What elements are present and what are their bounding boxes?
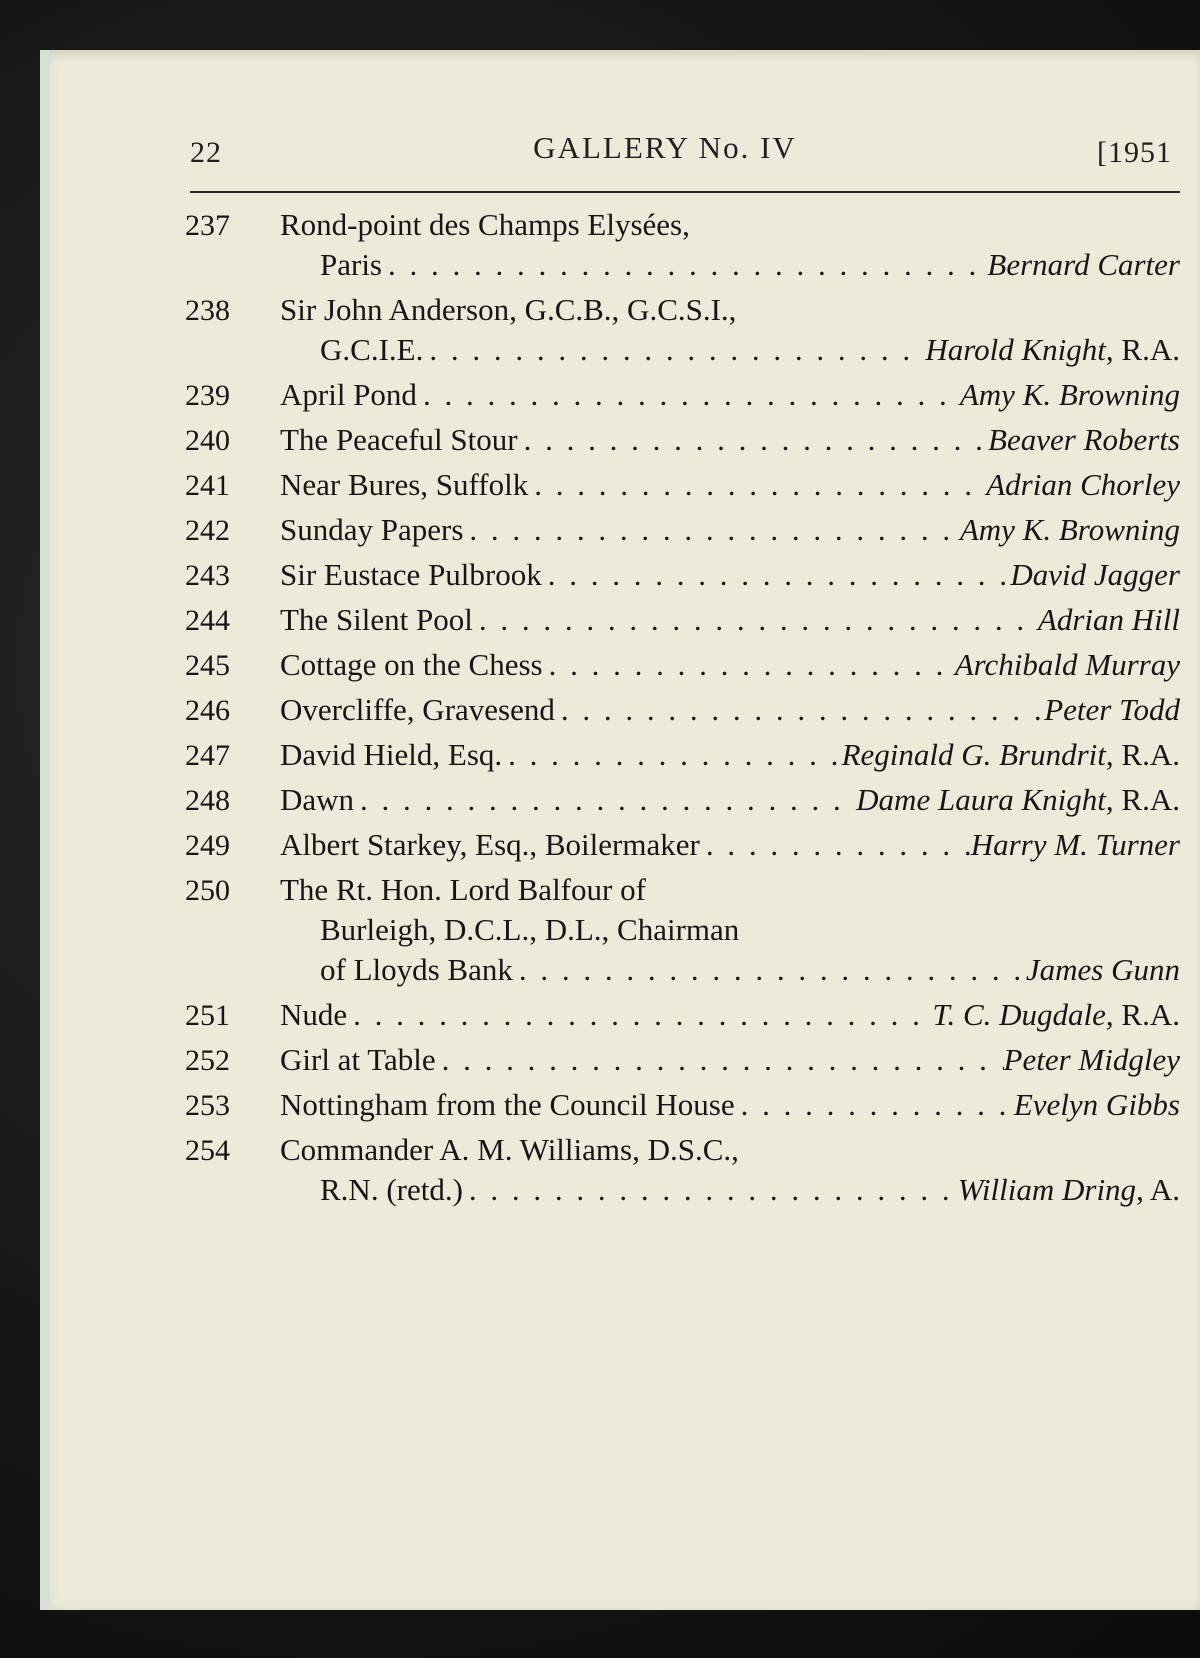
entry-number: 242 (185, 514, 230, 547)
dot-leader (347, 995, 932, 1035)
catalogue-entry (185, 690, 1180, 730)
header-rule (190, 191, 1180, 193)
entry-line (185, 510, 1180, 550)
entry-title: Sir Eustace Pulbrook (280, 557, 542, 592)
artist-name: Amy K. Browning (959, 377, 1180, 412)
entry-artist (987, 245, 1180, 285)
dot-leader (543, 645, 955, 685)
catalogue-entry (185, 375, 1180, 415)
entry-title: Dawn (280, 782, 355, 817)
dot-leader (382, 245, 987, 285)
catalogue-entry (185, 290, 1180, 370)
entry-number: 241 (185, 469, 230, 502)
entry-line (185, 735, 1180, 775)
entry-number: 254 (185, 1134, 230, 1167)
entry-line (185, 950, 1180, 990)
artist-suffix: , R.A. (1105, 332, 1180, 367)
dot-leader (542, 555, 1011, 595)
entry-artist (1044, 690, 1180, 730)
artist-name: Reginald G. Brundrit (841, 737, 1106, 772)
artist-name: Peter Midgley (1003, 1042, 1180, 1077)
dot-leader (463, 510, 959, 550)
entry-line (185, 600, 1180, 640)
catalogue-entry (185, 825, 1180, 865)
entry-number: 247 (185, 739, 230, 772)
entry-title: Commander A. M. Williams, D.S.C., (280, 1132, 739, 1167)
catalogue-entry (185, 600, 1180, 640)
entry-line (185, 290, 1180, 330)
entry-number: 246 (185, 694, 230, 727)
artist-name: Dame Laura Knight (856, 782, 1106, 817)
entry-title: Burleigh, D.C.L., D.L., Chairman (320, 912, 740, 947)
artist-name: T. C. Dugdale (932, 997, 1106, 1032)
artist-name: Bernard Carter (987, 247, 1180, 282)
entry-title: of Lloyds Bank (320, 952, 513, 987)
entry-line (185, 645, 1180, 685)
artist-suffix: , R.A. (1105, 997, 1180, 1032)
entry-title: Nottingham from the Council House (280, 1087, 735, 1122)
entry-line (185, 870, 1180, 910)
entry-artist (986, 465, 1180, 505)
catalogue-entry (185, 870, 1180, 990)
dot-leader (463, 1170, 958, 1210)
catalogue-entry (185, 1130, 1180, 1210)
entry-title: Sunday Papers (280, 512, 464, 547)
entry-number: 251 (185, 999, 230, 1032)
catalogue-entry (185, 995, 1180, 1035)
entry-line (185, 780, 1180, 820)
catalogue-entry (185, 1085, 1180, 1125)
dot-leader (555, 690, 1044, 730)
entry-number: 248 (185, 784, 230, 817)
entry-title: Nude (280, 997, 348, 1032)
entry-title: Overcliffe, Gravesend (280, 692, 555, 727)
catalogue-list (185, 205, 1180, 1215)
entry-line (185, 825, 1180, 865)
entry-title: David Hield, Esq. (280, 737, 503, 772)
entry-number: 237 (185, 209, 230, 242)
entry-artist (971, 825, 1180, 865)
entry-line (185, 245, 1180, 285)
entry-title: April Pond (280, 377, 417, 412)
entry-artist (842, 735, 1180, 775)
catalogue-entry (185, 780, 1180, 820)
entry-line (185, 205, 1180, 245)
dot-leader (700, 825, 971, 865)
dot-leader (518, 420, 988, 460)
entry-title: Paris (320, 247, 382, 282)
gallery-title: GALLERY No. IV (533, 130, 797, 165)
catalogue-entry (185, 1040, 1180, 1080)
entry-title: The Peaceful Stour (280, 422, 518, 457)
artist-suffix: , R.A. (1105, 737, 1180, 772)
dot-leader (473, 600, 1038, 640)
entry-line (185, 1040, 1180, 1080)
catalogue-entry (185, 645, 1180, 685)
artist-name: Adrian Hill (1037, 602, 1180, 637)
dot-leader (436, 1040, 1004, 1080)
entry-artist (856, 780, 1180, 820)
entry-artist (955, 645, 1180, 685)
page-edge (40, 50, 50, 1610)
entry-artist (1038, 600, 1180, 640)
dot-leader (354, 780, 856, 820)
entry-number: 253 (185, 1089, 230, 1122)
entry-number: 243 (185, 559, 230, 592)
catalogue-entry (185, 735, 1180, 775)
entry-line (185, 555, 1180, 595)
entry-number: 252 (185, 1044, 230, 1077)
artist-name: James Gunn (1025, 952, 1180, 987)
artist-name: William Dring (957, 1172, 1137, 1207)
entry-title: Cottage on the Chess (280, 647, 543, 682)
entry-artist (1014, 1085, 1180, 1125)
artist-suffix: , A. (1136, 1172, 1180, 1207)
page-number: 22 (190, 136, 222, 169)
entry-artist (1026, 950, 1180, 990)
dot-leader (528, 465, 986, 505)
dot-leader (513, 950, 1026, 990)
artist-name: Adrian Chorley (986, 467, 1180, 502)
dot-leader (735, 1085, 1014, 1125)
entry-number: 239 (185, 379, 230, 412)
dot-leader (417, 375, 960, 415)
entry-number: 249 (185, 829, 230, 862)
dot-leader (502, 735, 841, 775)
entry-line (185, 330, 1180, 370)
artist-suffix: , R.A. (1105, 782, 1180, 817)
entry-title: R.N. (retd.) (320, 1172, 463, 1207)
entry-title: Sir John Anderson, G.C.B., G.C.S.I., (280, 292, 737, 327)
entry-title: Rond-point des Champs Elysées, (280, 207, 690, 242)
entry-artist (1010, 555, 1180, 595)
entry-line (185, 1170, 1180, 1210)
catalogue-entry (185, 420, 1180, 460)
artist-name: Harry M. Turner (970, 827, 1180, 862)
catalogue-entry (185, 465, 1180, 505)
running-head (150, 130, 1180, 170)
artist-name: David Jagger (1010, 557, 1180, 592)
artist-name: Evelyn Gibbs (1013, 1087, 1180, 1122)
entry-number: 250 (185, 874, 230, 907)
entry-artist (933, 995, 1180, 1035)
entry-title: Girl at Table (280, 1042, 436, 1077)
entry-line (185, 995, 1180, 1035)
entry-line (185, 1130, 1180, 1170)
entry-artist (988, 420, 1180, 460)
dot-leader (423, 330, 925, 370)
entry-title: The Silent Pool (280, 602, 473, 637)
entry-artist (958, 1170, 1180, 1210)
artist-name: Harold Knight (925, 332, 1106, 367)
entry-number: 240 (185, 424, 230, 457)
entry-line (185, 1085, 1180, 1125)
entry-title: The Rt. Hon. Lord Balfour of (280, 872, 646, 907)
entry-artist (960, 510, 1180, 550)
entry-artist (1004, 1040, 1180, 1080)
entry-line (185, 690, 1180, 730)
entry-line (185, 465, 1180, 505)
artist-name: Amy K. Browning (959, 512, 1180, 547)
entry-line (185, 910, 1180, 950)
artist-name: Beaver Roberts (988, 422, 1180, 457)
catalogue-entry (185, 205, 1180, 285)
entry-title: G.C.I.E. (320, 332, 424, 367)
artist-name: Archibald Murray (954, 647, 1180, 682)
entry-line (185, 375, 1180, 415)
catalogue-entry (185, 555, 1180, 595)
entry-line (185, 420, 1180, 460)
catalogue-entry (185, 510, 1180, 550)
entry-artist (925, 330, 1180, 370)
entry-title: Near Bures, Suffolk (280, 467, 529, 502)
entry-title: Albert Starkey, Esq., Boilermaker (280, 827, 700, 862)
entry-number: 244 (185, 604, 230, 637)
entry-number: 245 (185, 649, 230, 682)
catalogue-year: [1951 (1097, 136, 1172, 169)
entry-number: 238 (185, 294, 230, 327)
entry-artist (960, 375, 1180, 415)
artist-name: Peter Todd (1044, 692, 1180, 727)
